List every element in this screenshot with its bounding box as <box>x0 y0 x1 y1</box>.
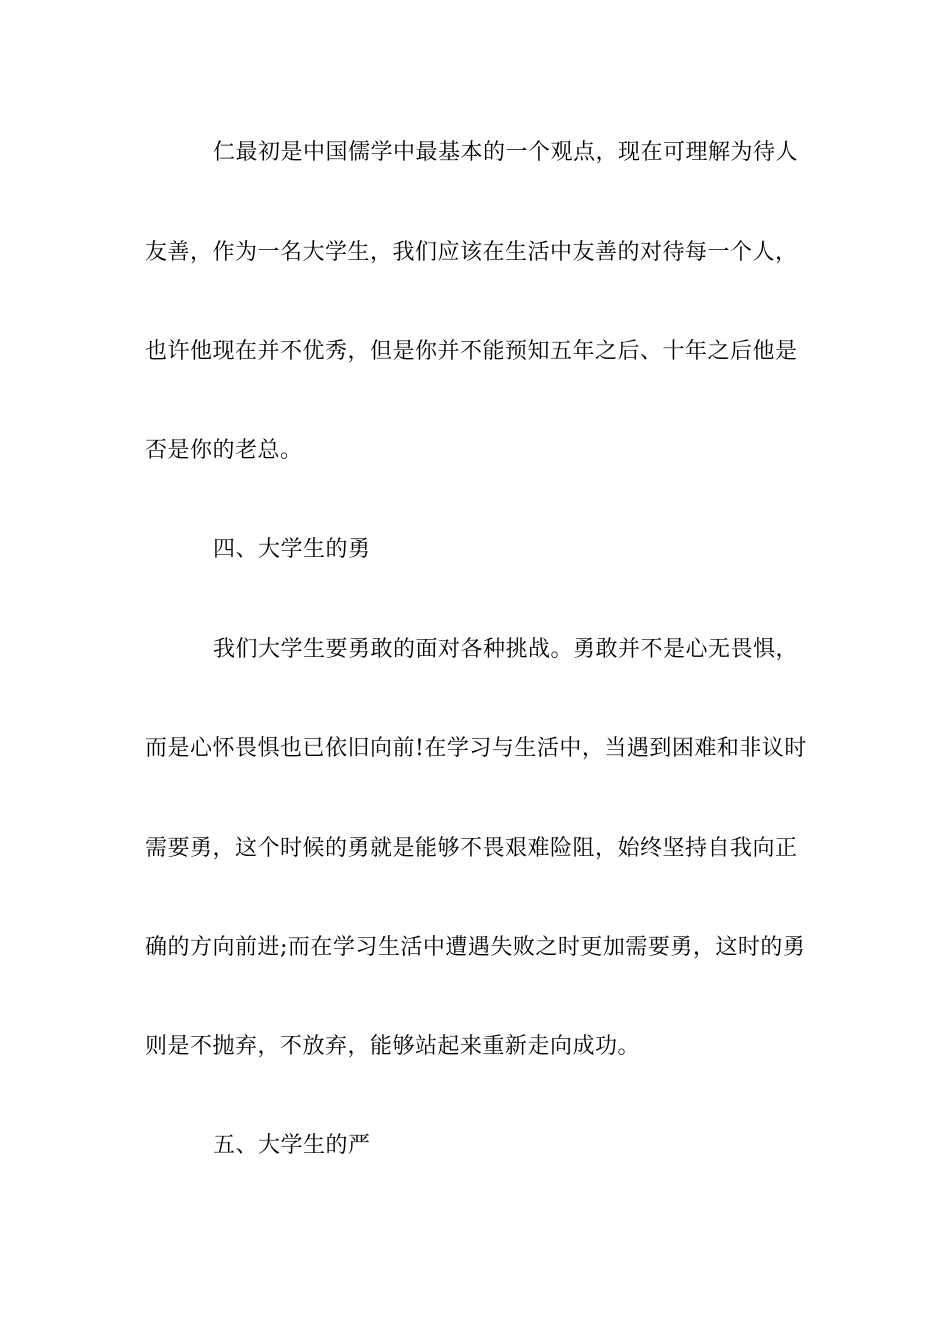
paragraph-1-line-2: 友善，作为一名大学生，我们应该在生活中友善的对待每一个人， <box>145 240 798 265</box>
paragraph-2-line-3: 需要勇，这个时候的勇就是能够不畏艰难险阻，始终坚持自我向正 <box>145 836 798 861</box>
paragraph-2-line-4: 确的方向前进;而在学习生活中遭遇失败之时更加需要勇，这时的勇 <box>145 935 806 960</box>
paragraph-1-line-1: 仁最初是中国儒学中最基本的一个观点，现在可理解为待人 <box>213 140 799 165</box>
paragraph-2-line-5: 则是不抛弃，不放弃，能够站起来重新走向成功。 <box>145 1034 641 1059</box>
paragraph-1-line-3: 也许他现在并不优秀，但是你并不能预知五年之后、十年之后他是 <box>145 339 798 364</box>
paragraph-2-line-2: 而是心怀畏惧也已依旧向前!在学习与生活中，当遇到困难和非议时 <box>145 736 807 761</box>
section-heading-5: 五、大学生的严 <box>213 1133 371 1158</box>
paragraph-1-line-4: 否是你的老总。 <box>145 438 303 463</box>
section-heading-4: 四、大学生的勇 <box>213 537 371 562</box>
paragraph-2-line-1: 我们大学生要勇敢的面对各种挑战。勇敢并不是心无畏惧， <box>213 637 799 662</box>
